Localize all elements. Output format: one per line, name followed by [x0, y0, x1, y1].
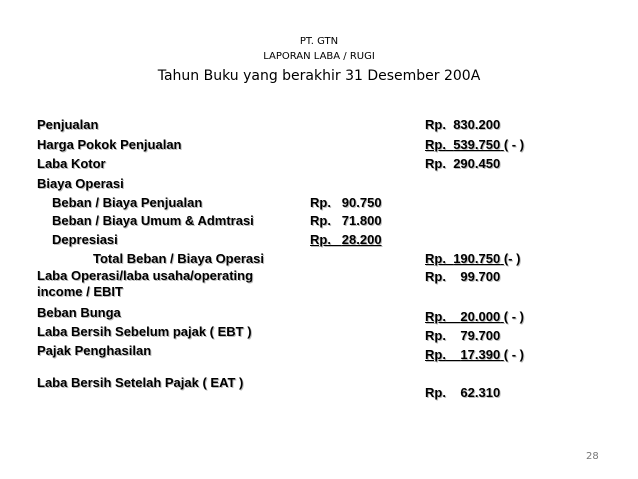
row-depresiasi-amount	[310, 232, 382, 248]
currency: Rp.	[310, 232, 331, 247]
row-penjualan-amount	[425, 117, 500, 133]
row-depresiasi-label: Depresiasi	[52, 232, 118, 247]
amount-value: 62.310	[460, 385, 501, 400]
currency: Rp.	[425, 347, 446, 362]
amount-value: 830.200	[453, 117, 501, 132]
amount-value: 290.450	[453, 156, 501, 171]
row-beban-umum-amount	[310, 213, 382, 229]
amount-value: 90.750	[341, 195, 382, 210]
report-period: Tahun Buku yang berakhir 31 Desember 200A	[157, 68, 481, 84]
currency: Rp.	[310, 213, 331, 228]
currency: Rp.	[425, 385, 446, 400]
row-laba-operasi-label-line1: Laba Operasi/laba usaha/operating	[37, 268, 254, 283]
operator-minus: ( - )	[503, 137, 525, 152]
currency: Rp.	[425, 309, 446, 324]
operator-minus: ( - )	[503, 309, 525, 324]
row-ebt-amount	[425, 328, 500, 344]
amount-value: 20.000	[460, 309, 501, 324]
row-pajak-amount	[425, 347, 524, 363]
row-beban-umum-label: Beban / Biaya Umum & Admtrasi	[52, 213, 254, 228]
amount-value: 99.700	[460, 269, 501, 284]
row-laba-kotor-label: Laba Kotor	[37, 156, 106, 171]
row-total-beban-label: Total Beban / Biaya Operasi	[93, 251, 264, 266]
row-eat-amount	[425, 385, 500, 401]
amount-value: 28.200	[341, 232, 382, 247]
currency: Rp.	[425, 251, 446, 266]
row-biaya-operasi-label: Biaya Operasi	[37, 176, 124, 191]
amount-value: 539.750	[453, 137, 501, 152]
row-total-beban-amount	[425, 251, 520, 267]
row-beban-bunga-amount	[425, 309, 524, 325]
operator-minus: (- )	[503, 251, 521, 266]
currency: Rp.	[425, 137, 446, 152]
amount-value: 17.390	[460, 347, 501, 362]
company-name: PT. GTN	[299, 36, 339, 47]
row-beban-bunga-label: Beban Bunga	[37, 305, 121, 320]
operator-minus: ( - )	[503, 347, 525, 362]
page-number: 28	[586, 451, 599, 462]
currency: Rp.	[425, 328, 446, 343]
row-eat-label: Laba Bersih Setelah Pajak ( EAT )	[37, 375, 244, 390]
row-beban-penjualan-amount	[310, 195, 382, 211]
row-hpp-label: Harga Pokok Penjualan	[37, 137, 182, 152]
amount-value: 190.750	[453, 251, 501, 266]
amount-value: 71.800	[341, 213, 382, 228]
row-laba-kotor-amount	[425, 156, 500, 172]
row-hpp-amount	[425, 137, 524, 153]
row-beban-penjualan-label: Beban / Biaya Penjualan	[52, 195, 203, 210]
currency: Rp.	[425, 156, 446, 171]
row-laba-operasi-amount	[425, 269, 500, 285]
amount-value: 79.700	[460, 328, 501, 343]
currency: Rp.	[425, 269, 446, 284]
row-penjualan-label: Penjualan	[37, 117, 99, 132]
row-ebt-label: Laba Bersih Sebelum pajak ( EBT )	[37, 324, 252, 339]
currency: Rp.	[425, 117, 446, 132]
report-title: LAPORAN LABA / RUGI	[263, 51, 375, 62]
row-pajak-label: Pajak Penghasilan	[37, 343, 152, 358]
currency: Rp.	[310, 195, 331, 210]
row-laba-operasi-label-line2: income / EBIT	[37, 284, 123, 299]
